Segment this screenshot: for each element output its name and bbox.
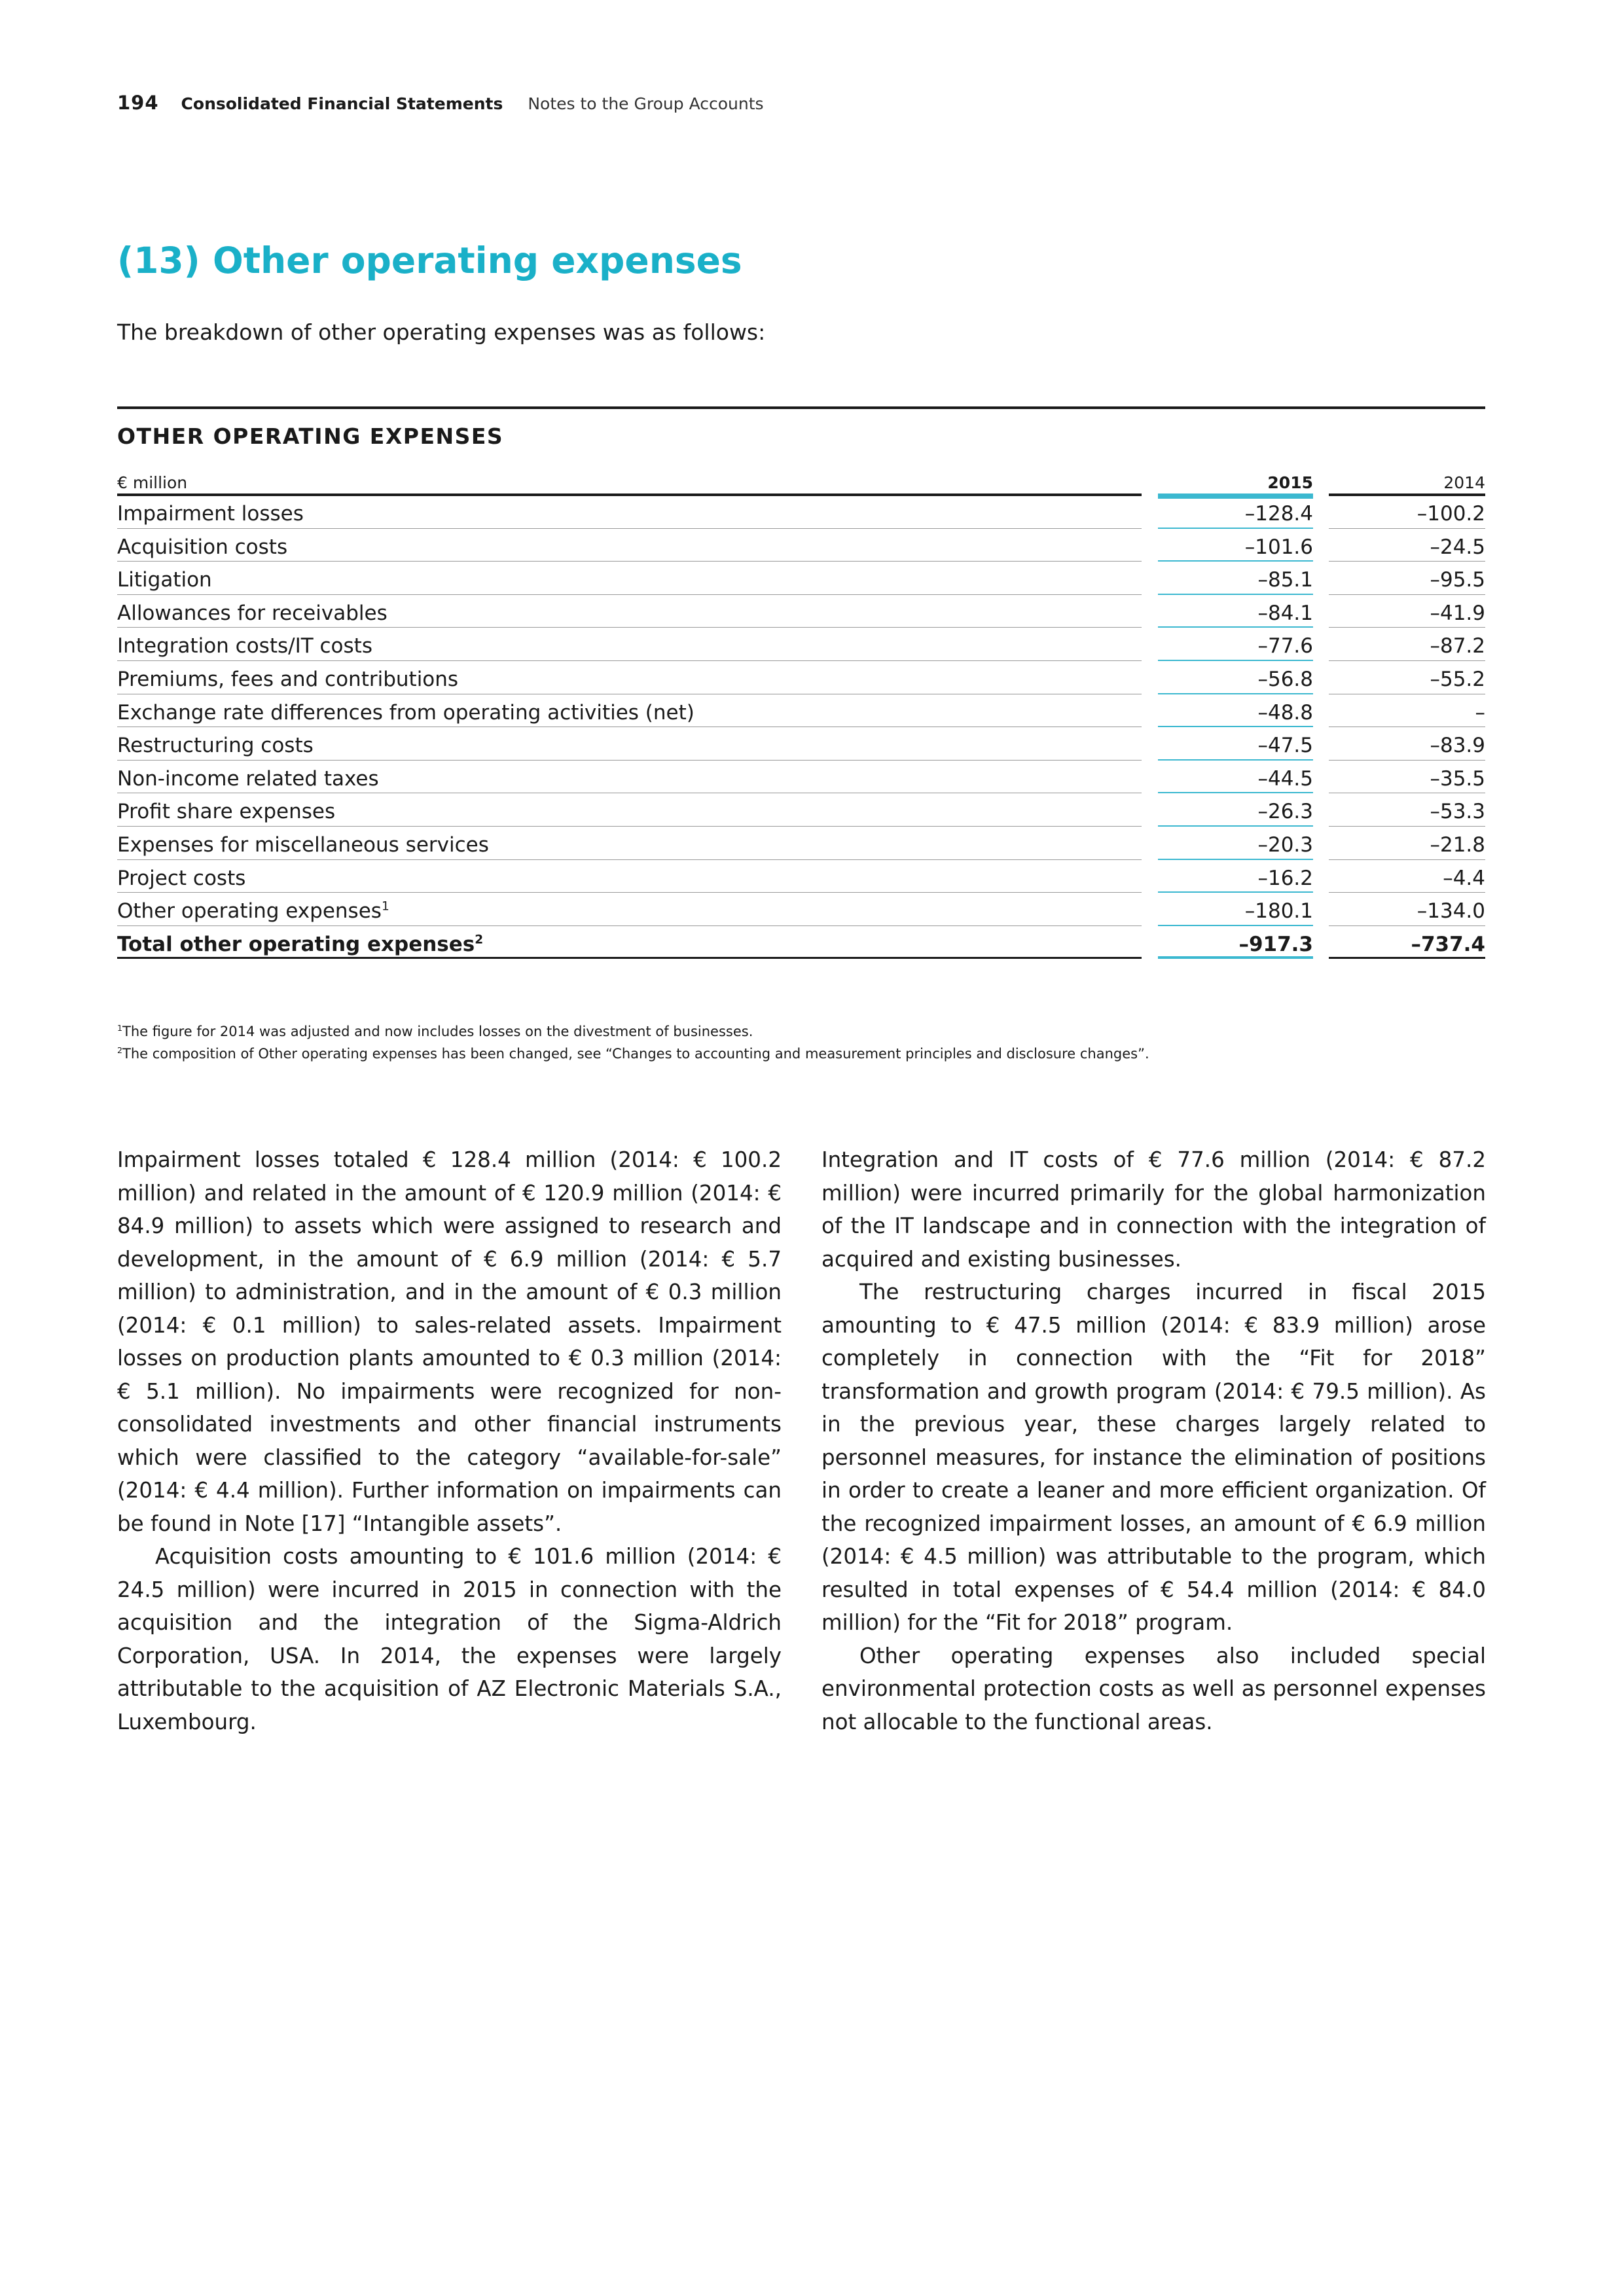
paragraph: Integration and IT costs of € 77.6 million (2014: € 87.2 million) were incurred primarily for the global harmonization of the IT landscape and in connection with the integration of acquired and existing businesses. (821, 1147, 1486, 1272)
unit-label: € million (117, 473, 188, 492)
row-label: Expenses for miscellaneous services (117, 833, 489, 857)
table-row (117, 529, 1485, 562)
value-2014: –134.0 (1416, 899, 1485, 924)
table-row (117, 827, 1485, 860)
table-row (117, 860, 1485, 893)
paragraph: The restructuring charges incurred in fiscal 2015 amounting to € 47.5 million (2014: € 83.9 million) arose completely in connection with the “Fit for 2018” transformation and growth program (2014: € 79.5 million). As in the previous year, these charges largely related to personnel measures, for instance the elimination of positions in order to create a leaner and more efficient organization. Of the recognized impairment losses, an amount of € 6.9 million (2014: € 4.5 million) was attributable to the program, which resulted in total expenses of € 54.4 million (2014: € 84.0 million) for the “Fit for 2018” program. (821, 1280, 1486, 1635)
page-heading: (13) Other operating expenses (117, 240, 742, 281)
row-label: Impairment losses (117, 502, 304, 526)
value-2015: –917.3 (1238, 932, 1313, 956)
value-2014: –4.4 (1443, 866, 1485, 890)
row-label: Total other operating expenses$^2$ (117, 932, 484, 956)
table-body (117, 495, 1485, 959)
value-2014: – (1475, 700, 1485, 725)
value-2014: –24.5 (1430, 535, 1485, 559)
value-2015: –44.5 (1257, 766, 1313, 791)
paragraph: Impairment losses totaled € 128.4 million (2014: € 100.2 million) and related in the amount of € 120.9 million (2014: € 84.9 million) to assets which were assigned to research and development, in the amount of € 6.9 million (2014: € 5.7 million) to administration, and in the amount of € 0.3 million (2014: € 0.1 million) to sales-related assets. Impairment losses on production plants amounted to € 0.3 million (2014: € 5.1 million). No impairments were recognized for non-consolidated investments and other financial instruments which were classified to the category “available-for-sale” (2014: € 4.4 million). Further information on impairments can be found in Note [17] “Intangible assets”. (117, 1147, 782, 1536)
value-2014: –87.2 (1430, 634, 1485, 658)
value-2014: –41.9 (1430, 601, 1485, 625)
value-2014: –21.8 (1430, 833, 1485, 857)
value-2015: –20.3 (1257, 833, 1313, 857)
column-header-2015: 2015 (1267, 473, 1313, 492)
intro-text: The breakdown of other operating expenses was as follows: (117, 319, 766, 345)
body-column-right (821, 1143, 1486, 1738)
row-label: Litigation (117, 568, 212, 592)
footnote-2: $^2$The composition of Other operating expenses has been changed, see “Changes to accounting and measurement principles and disclosure changes”. (117, 1045, 1149, 1062)
table-row (117, 562, 1485, 595)
table-row (117, 595, 1485, 628)
row-label: Other operating expenses$^1$ (117, 899, 389, 924)
table-row (117, 628, 1485, 661)
value-2015: –56.8 (1257, 667, 1313, 691)
value-2014: –55.2 (1430, 667, 1485, 691)
row-label: Project costs (117, 866, 246, 890)
row-label: Profit share expenses (117, 800, 336, 824)
expenses-table (117, 406, 1485, 959)
page-number: 194 (117, 92, 159, 114)
table-title: OTHER OPERATING EXPENSES (117, 423, 504, 449)
subsection-title: Notes to the Group Accounts (528, 94, 764, 113)
column-header-2014: 2014 (1443, 473, 1485, 492)
value-2014: –737.4 (1411, 932, 1485, 956)
row-label: Acquisition costs (117, 535, 288, 559)
table-row (117, 727, 1485, 761)
row-label: Non-income related taxes (117, 766, 379, 791)
value-2015: –84.1 (1257, 601, 1313, 625)
value-2015: –48.8 (1257, 700, 1313, 725)
value-2015: –180.1 (1244, 899, 1313, 924)
footnote-1: $^1$The figure for 2014 was adjusted and now includes losses on the divestment of businesses. (117, 1023, 753, 1039)
row-label: Integration costs/IT costs (117, 634, 372, 658)
value-2014: –100.2 (1416, 502, 1485, 526)
table-row (117, 694, 1485, 728)
value-2015: –85.1 (1257, 568, 1313, 592)
paragraph: Acquisition costs amounting to € 101.6 million (2014: € 24.5 million) were incurred in 2015 in connection with the acquisition and the integration of the Sigma-Aldrich Corporation, USA. In 2014, the expenses were largely attributable to the acquisition of AZ Electronic Materials S.A., Luxembourg. (117, 1544, 782, 1734)
row-label: Restructuring costs (117, 734, 314, 758)
value-2014: –35.5 (1430, 766, 1485, 791)
paragraph: Other operating expenses also included special environmental protection costs as well as personnel expenses not allocable to the functional areas. (821, 1643, 1486, 1734)
row-label: Premiums, fees and contributions (117, 667, 459, 691)
value-2015: –26.3 (1257, 800, 1313, 824)
value-2015: –47.5 (1257, 734, 1313, 758)
value-2014: –95.5 (1430, 568, 1485, 592)
value-2015: –128.4 (1244, 502, 1313, 526)
table-row (117, 793, 1485, 827)
page-header (117, 92, 764, 118)
table-header (117, 467, 1485, 495)
value-2014: –53.3 (1430, 800, 1485, 824)
value-2014: –83.9 (1430, 734, 1485, 758)
table-row (117, 661, 1485, 694)
value-2015: –77.6 (1257, 634, 1313, 658)
value-2015: –16.2 (1257, 866, 1313, 890)
table-row (117, 761, 1485, 794)
section-title: Consolidated Financial Statements (181, 94, 503, 113)
table-row (117, 495, 1485, 529)
row-label: Allowances for receivables (117, 601, 388, 625)
value-2015: –101.6 (1244, 535, 1313, 559)
table-row (117, 893, 1485, 926)
row-label: Exchange rate differences from operating activities (net) (117, 700, 695, 725)
table-total-row (117, 926, 1485, 960)
body-column-left (117, 1143, 782, 1738)
